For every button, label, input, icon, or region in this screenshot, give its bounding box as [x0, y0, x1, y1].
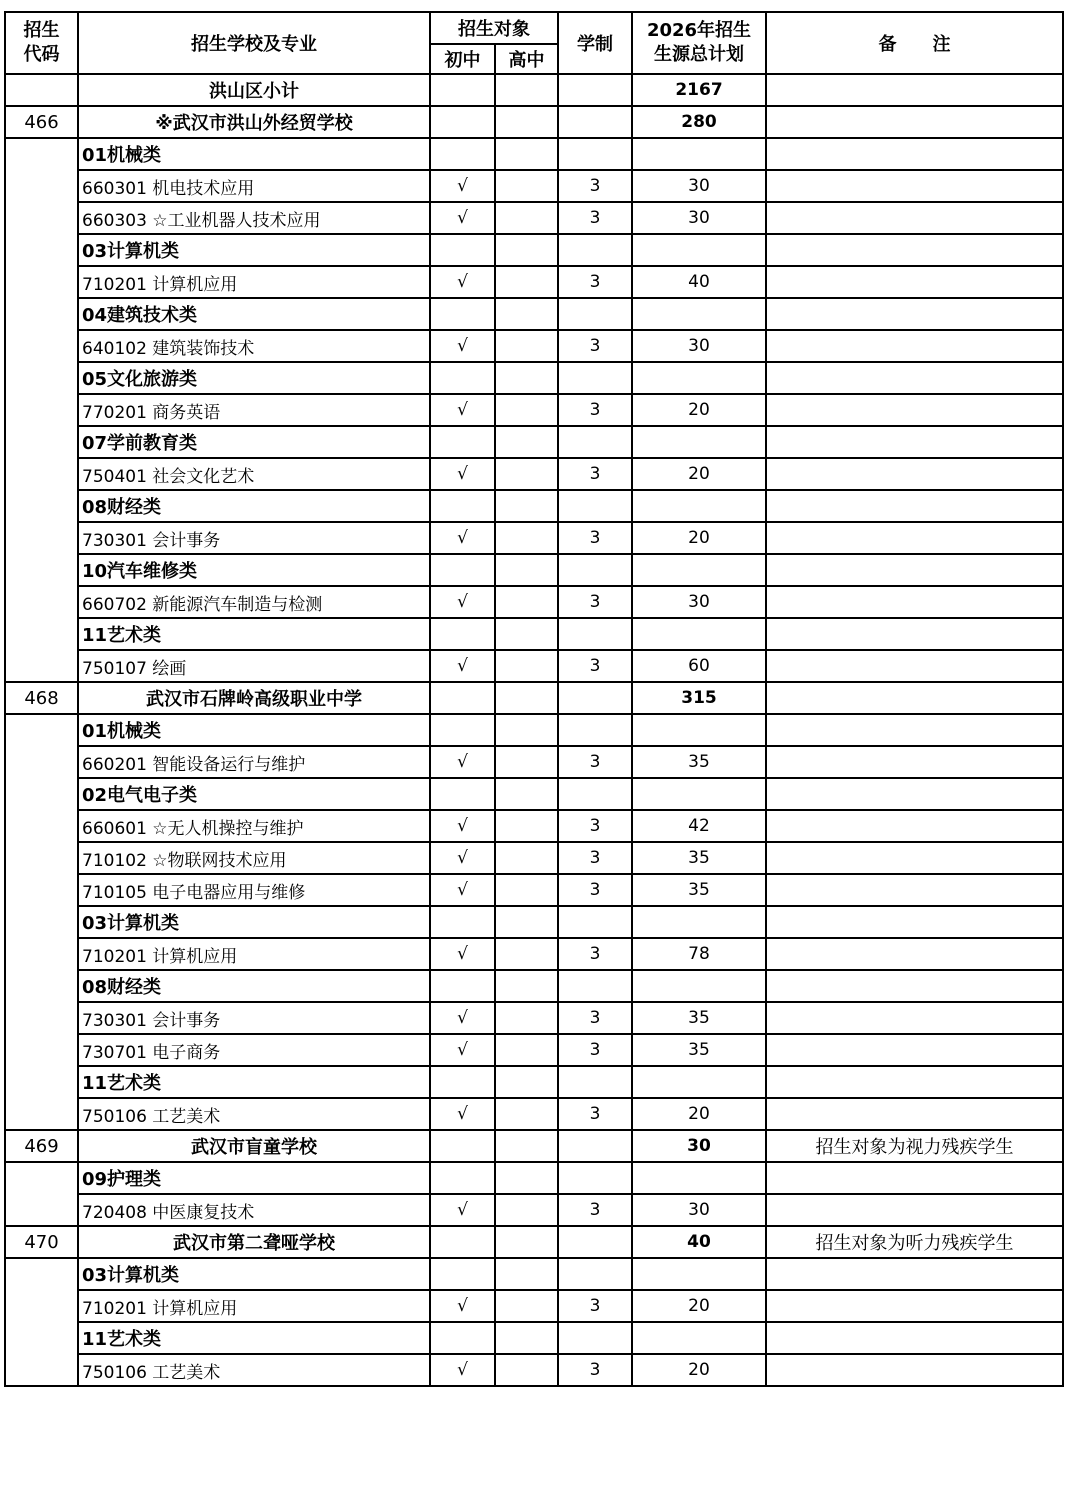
senior-check	[495, 1002, 558, 1034]
senior-check	[495, 170, 558, 202]
major-remark	[766, 842, 1063, 874]
major-remark	[766, 522, 1063, 554]
category-label: 08财经类	[78, 970, 430, 1002]
category-row	[5, 426, 1063, 458]
major-plan: 35	[632, 1034, 766, 1066]
school-total: 40	[632, 1226, 766, 1258]
senior-check	[495, 522, 558, 554]
major-row	[5, 842, 1063, 874]
major-label: 710201 计算机应用	[78, 1290, 430, 1322]
major-label: 750106 工艺美术	[78, 1354, 430, 1386]
category-row	[5, 138, 1063, 170]
category-row	[5, 554, 1063, 586]
category-label: 04建筑技术类	[78, 298, 430, 330]
major-row	[5, 266, 1063, 298]
header-plan: 2026年招生 生源总计划	[632, 12, 766, 74]
junior-check: √	[430, 458, 495, 490]
category-row	[5, 490, 1063, 522]
major-plan: 30	[632, 1194, 766, 1226]
category-label: 02电气电子类	[78, 778, 430, 810]
category-row	[5, 970, 1063, 1002]
major-remark	[766, 874, 1063, 906]
category-label: 05文化旅游类	[78, 362, 430, 394]
major-label: 660303 ☆工业机器人技术应用	[78, 202, 430, 234]
major-duration: 3	[558, 874, 632, 906]
major-row	[5, 330, 1063, 362]
category-label: 07学前教育类	[78, 426, 430, 458]
junior-check: √	[430, 810, 495, 842]
major-label: 710102 ☆物联网技术应用	[78, 842, 430, 874]
school-remark: 招生对象为视力残疾学生	[766, 1130, 1063, 1162]
senior-check	[495, 1098, 558, 1130]
junior-check: √	[430, 522, 495, 554]
category-label: 09护理类	[78, 1162, 430, 1194]
category-row	[5, 234, 1063, 266]
junior-check: √	[430, 394, 495, 426]
major-duration: 3	[558, 810, 632, 842]
header-remark: 备 注	[766, 12, 1063, 74]
major-label: 710201 计算机应用	[78, 938, 430, 970]
major-plan: 20	[632, 458, 766, 490]
major-plan: 20	[632, 522, 766, 554]
major-row	[5, 586, 1063, 618]
senior-check	[495, 1354, 558, 1386]
senior-check	[495, 650, 558, 682]
major-plan: 20	[632, 1098, 766, 1130]
major-duration: 3	[558, 1290, 632, 1322]
major-duration: 3	[558, 1098, 632, 1130]
code-spacer	[5, 1258, 78, 1386]
junior-check: √	[430, 938, 495, 970]
major-duration: 3	[558, 266, 632, 298]
major-duration: 3	[558, 458, 632, 490]
category-label: 11艺术类	[78, 618, 430, 650]
major-duration: 3	[558, 1194, 632, 1226]
category-row	[5, 1066, 1063, 1098]
senior-check	[495, 1034, 558, 1066]
major-remark	[766, 1002, 1063, 1034]
category-label: 01机械类	[78, 714, 430, 746]
major-remark	[766, 586, 1063, 618]
enrollment-plan-table	[4, 11, 1064, 1387]
major-plan: 20	[632, 394, 766, 426]
major-plan: 35	[632, 874, 766, 906]
header-target-junior: 初中	[430, 44, 495, 74]
category-row	[5, 1258, 1063, 1290]
senior-check	[495, 586, 558, 618]
header-row	[5, 12, 1063, 44]
header-school-major: 招生学校及专业	[78, 12, 430, 74]
major-plan: 35	[632, 746, 766, 778]
major-row	[5, 938, 1063, 970]
major-row	[5, 874, 1063, 906]
category-label: 10汽车维修类	[78, 554, 430, 586]
code-spacer	[5, 1162, 78, 1226]
major-plan: 30	[632, 202, 766, 234]
school-total: 280	[632, 106, 766, 138]
major-remark	[766, 266, 1063, 298]
school-code: 468	[5, 682, 78, 714]
major-duration: 3	[558, 1002, 632, 1034]
school-total: 30	[632, 1130, 766, 1162]
school-name: ※武汉市洪山外经贸学校	[78, 106, 430, 138]
major-label: 660702 新能源汽车制造与检测	[78, 586, 430, 618]
major-label: 710105 电子电器应用与维修	[78, 874, 430, 906]
junior-check: √	[430, 1002, 495, 1034]
major-duration: 3	[558, 650, 632, 682]
header-duration: 学制	[558, 12, 632, 74]
major-duration: 3	[558, 1034, 632, 1066]
major-row	[5, 458, 1063, 490]
table-body	[5, 12, 1063, 1386]
school-total: 315	[632, 682, 766, 714]
major-plan: 42	[632, 810, 766, 842]
senior-check	[495, 810, 558, 842]
major-remark	[766, 394, 1063, 426]
school-code: 470	[5, 1226, 78, 1258]
major-label: 730701 电子商务	[78, 1034, 430, 1066]
junior-check: √	[430, 170, 495, 202]
major-label: 660601 ☆无人机操控与维护	[78, 810, 430, 842]
major-remark	[766, 810, 1063, 842]
major-plan: 30	[632, 170, 766, 202]
major-plan: 35	[632, 842, 766, 874]
senior-check	[495, 842, 558, 874]
major-remark	[766, 938, 1063, 970]
category-label: 01机械类	[78, 138, 430, 170]
major-label: 750107 绘画	[78, 650, 430, 682]
header-target: 招生对象	[430, 12, 558, 44]
junior-check: √	[430, 266, 495, 298]
major-remark	[766, 458, 1063, 490]
major-plan: 40	[632, 266, 766, 298]
junior-check: √	[430, 874, 495, 906]
major-row	[5, 810, 1063, 842]
major-remark	[766, 1034, 1063, 1066]
major-plan: 30	[632, 330, 766, 362]
category-label: 03计算机类	[78, 234, 430, 266]
major-row	[5, 1098, 1063, 1130]
major-remark	[766, 202, 1063, 234]
major-label: 730301 会计事务	[78, 1002, 430, 1034]
major-remark	[766, 1098, 1063, 1130]
school-code: 466	[5, 106, 78, 138]
code-spacer	[5, 714, 78, 1130]
category-row	[5, 618, 1063, 650]
junior-check: √	[430, 842, 495, 874]
junior-check: √	[430, 330, 495, 362]
major-plan: 78	[632, 938, 766, 970]
major-row	[5, 202, 1063, 234]
school-row	[5, 682, 1063, 714]
category-label: 08财经类	[78, 490, 430, 522]
category-row	[5, 362, 1063, 394]
junior-check: √	[430, 1098, 495, 1130]
category-row	[5, 778, 1063, 810]
senior-check	[495, 874, 558, 906]
district-row	[5, 74, 1063, 106]
major-row	[5, 1290, 1063, 1322]
major-row	[5, 1034, 1063, 1066]
senior-check	[495, 458, 558, 490]
school-name: 武汉市石牌岭高级职业中学	[78, 682, 430, 714]
major-row	[5, 1002, 1063, 1034]
major-duration: 3	[558, 394, 632, 426]
district-total: 2167	[632, 74, 766, 106]
category-label: 03计算机类	[78, 1258, 430, 1290]
major-remark	[766, 1194, 1063, 1226]
senior-check	[495, 938, 558, 970]
junior-check: √	[430, 202, 495, 234]
major-duration: 3	[558, 170, 632, 202]
major-remark	[766, 650, 1063, 682]
senior-check	[495, 330, 558, 362]
senior-check	[495, 1194, 558, 1226]
school-remark	[766, 106, 1063, 138]
category-label: 11艺术类	[78, 1322, 430, 1354]
major-row	[5, 170, 1063, 202]
major-row	[5, 650, 1063, 682]
school-code: 469	[5, 1130, 78, 1162]
major-label: 720408 中医康复技术	[78, 1194, 430, 1226]
major-row	[5, 1354, 1063, 1386]
senior-check	[495, 202, 558, 234]
major-label: 770201 商务英语	[78, 394, 430, 426]
major-row	[5, 1194, 1063, 1226]
junior-check: √	[430, 1034, 495, 1066]
major-duration: 3	[558, 522, 632, 554]
major-label: 730301 会计事务	[78, 522, 430, 554]
junior-check: √	[430, 650, 495, 682]
major-label: 750401 社会文化艺术	[78, 458, 430, 490]
junior-check: √	[430, 1290, 495, 1322]
school-name: 武汉市第二聋哑学校	[78, 1226, 430, 1258]
category-label: 03计算机类	[78, 906, 430, 938]
major-duration: 3	[558, 1354, 632, 1386]
major-label: 750106 工艺美术	[78, 1098, 430, 1130]
major-remark	[766, 330, 1063, 362]
category-row	[5, 298, 1063, 330]
district-name: 洪山区小计	[78, 74, 430, 106]
header-code: 招生 代码	[5, 12, 78, 74]
junior-check: √	[430, 1354, 495, 1386]
category-label: 11艺术类	[78, 1066, 430, 1098]
major-plan: 20	[632, 1290, 766, 1322]
school-row	[5, 106, 1063, 138]
school-remark: 招生对象为听力残疾学生	[766, 1226, 1063, 1258]
category-row	[5, 906, 1063, 938]
senior-check	[495, 266, 558, 298]
major-plan: 20	[632, 1354, 766, 1386]
category-row	[5, 714, 1063, 746]
major-duration: 3	[558, 938, 632, 970]
major-row	[5, 746, 1063, 778]
major-label: 710201 计算机应用	[78, 266, 430, 298]
major-label: 660201 智能设备运行与维护	[78, 746, 430, 778]
junior-check: √	[430, 586, 495, 618]
major-duration: 3	[558, 330, 632, 362]
category-row	[5, 1162, 1063, 1194]
junior-check: √	[430, 746, 495, 778]
school-name: 武汉市盲童学校	[78, 1130, 430, 1162]
school-remark	[766, 682, 1063, 714]
major-row	[5, 394, 1063, 426]
major-duration: 3	[558, 746, 632, 778]
major-plan: 60	[632, 650, 766, 682]
major-duration: 3	[558, 202, 632, 234]
major-remark	[766, 170, 1063, 202]
major-plan: 30	[632, 586, 766, 618]
senior-check	[495, 746, 558, 778]
major-duration: 3	[558, 586, 632, 618]
major-plan: 35	[632, 1002, 766, 1034]
senior-check	[495, 394, 558, 426]
major-duration: 3	[558, 842, 632, 874]
major-remark	[766, 1290, 1063, 1322]
code-spacer	[5, 138, 78, 682]
major-row	[5, 522, 1063, 554]
school-row	[5, 1226, 1063, 1258]
major-remark	[766, 1354, 1063, 1386]
category-row	[5, 1322, 1063, 1354]
major-label: 640102 建筑装饰技术	[78, 330, 430, 362]
header-target-senior: 高中	[495, 44, 558, 74]
senior-check	[495, 1290, 558, 1322]
major-label: 660301 机电技术应用	[78, 170, 430, 202]
junior-check: √	[430, 1194, 495, 1226]
school-row	[5, 1130, 1063, 1162]
major-remark	[766, 746, 1063, 778]
